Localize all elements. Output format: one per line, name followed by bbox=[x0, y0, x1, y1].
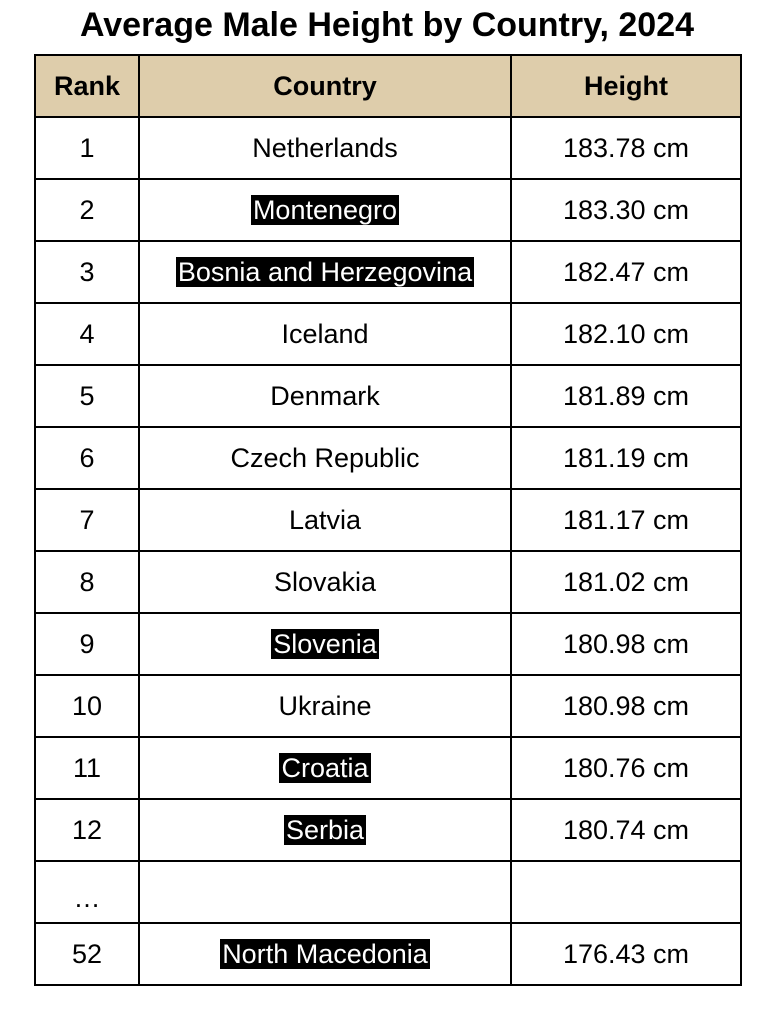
table-body bbox=[35, 117, 741, 985]
rank-cell: 8 bbox=[35, 551, 139, 613]
height-cell: 181.02 cm bbox=[511, 551, 741, 613]
rank-cell: 7 bbox=[35, 489, 139, 551]
country-name: Montenegro bbox=[252, 194, 398, 225]
height-cell: 182.47 cm bbox=[511, 241, 741, 303]
country-name: North Macedonia bbox=[222, 938, 428, 969]
column-header-country: Country bbox=[139, 55, 511, 117]
column-header-height: Height bbox=[511, 55, 741, 117]
country-cell bbox=[139, 613, 511, 675]
height-cell: 180.98 cm bbox=[511, 613, 741, 675]
country-cell bbox=[139, 179, 511, 241]
height-cell: 183.30 cm bbox=[511, 179, 741, 241]
rank-cell: 12 bbox=[35, 799, 139, 861]
rank-cell: 6 bbox=[35, 427, 139, 489]
height-cell: 182.10 cm bbox=[511, 303, 741, 365]
country-cell bbox=[139, 117, 511, 179]
country-name: Bosnia and Herzegovina bbox=[177, 256, 473, 287]
country-cell bbox=[139, 675, 511, 737]
table-row bbox=[35, 551, 741, 613]
table-row bbox=[35, 675, 741, 737]
country-name: Latvia bbox=[288, 504, 362, 535]
rank-cell: 4 bbox=[35, 303, 139, 365]
country-cell bbox=[139, 861, 511, 923]
height-cell: 180.74 cm bbox=[511, 799, 741, 861]
table-row bbox=[35, 489, 741, 551]
rank-cell: 11 bbox=[35, 737, 139, 799]
table-row bbox=[35, 117, 741, 179]
country-cell bbox=[139, 923, 511, 985]
country-name: Serbia bbox=[285, 814, 365, 845]
country-name: Netherlands bbox=[252, 132, 398, 163]
rank-cell: 5 bbox=[35, 365, 139, 427]
table-row bbox=[35, 613, 741, 675]
rank-cell: 1 bbox=[35, 117, 139, 179]
height-cell: 180.76 cm bbox=[511, 737, 741, 799]
height-cell bbox=[511, 861, 741, 923]
country-name: Croatia bbox=[281, 752, 369, 783]
table-row bbox=[35, 427, 741, 489]
country-cell bbox=[139, 737, 511, 799]
height-cell: 181.17 cm bbox=[511, 489, 741, 551]
height-cell: 181.19 cm bbox=[511, 427, 741, 489]
country-name: Ukraine bbox=[278, 690, 372, 721]
page-title: Average Male Height by Country, 2024 bbox=[79, 6, 695, 44]
height-cell: 183.78 cm bbox=[511, 117, 741, 179]
rank-cell: 52 bbox=[35, 923, 139, 985]
table-row bbox=[35, 303, 741, 365]
rank-cell: 9 bbox=[35, 613, 139, 675]
country-cell bbox=[139, 241, 511, 303]
rank-cell: … bbox=[35, 861, 139, 923]
height-cell: 176.43 cm bbox=[511, 923, 741, 985]
table-row bbox=[35, 923, 741, 985]
country-cell bbox=[139, 303, 511, 365]
table-row bbox=[35, 799, 741, 861]
rank-cell: 3 bbox=[35, 241, 139, 303]
country-name: Czech Republic bbox=[230, 442, 420, 473]
country-cell bbox=[139, 489, 511, 551]
country-name: Slovakia bbox=[273, 566, 377, 597]
table-row bbox=[35, 179, 741, 241]
column-header-rank: Rank bbox=[35, 55, 139, 117]
table-row bbox=[35, 241, 741, 303]
rank-cell: 10 bbox=[35, 675, 139, 737]
country-name: Denmark bbox=[270, 380, 380, 411]
height-cell: 181.89 cm bbox=[511, 365, 741, 427]
height-cell: 180.98 cm bbox=[511, 675, 741, 737]
table-row bbox=[35, 365, 741, 427]
country-name: Slovenia bbox=[273, 628, 377, 659]
table-row bbox=[35, 861, 741, 923]
table-row bbox=[35, 737, 741, 799]
country-cell bbox=[139, 365, 511, 427]
height-table bbox=[34, 54, 742, 986]
table-header-row bbox=[35, 55, 741, 117]
country-name: Iceland bbox=[281, 318, 369, 349]
country-cell bbox=[139, 799, 511, 861]
country-cell bbox=[139, 551, 511, 613]
country-cell bbox=[139, 427, 511, 489]
rank-cell: 2 bbox=[35, 179, 139, 241]
